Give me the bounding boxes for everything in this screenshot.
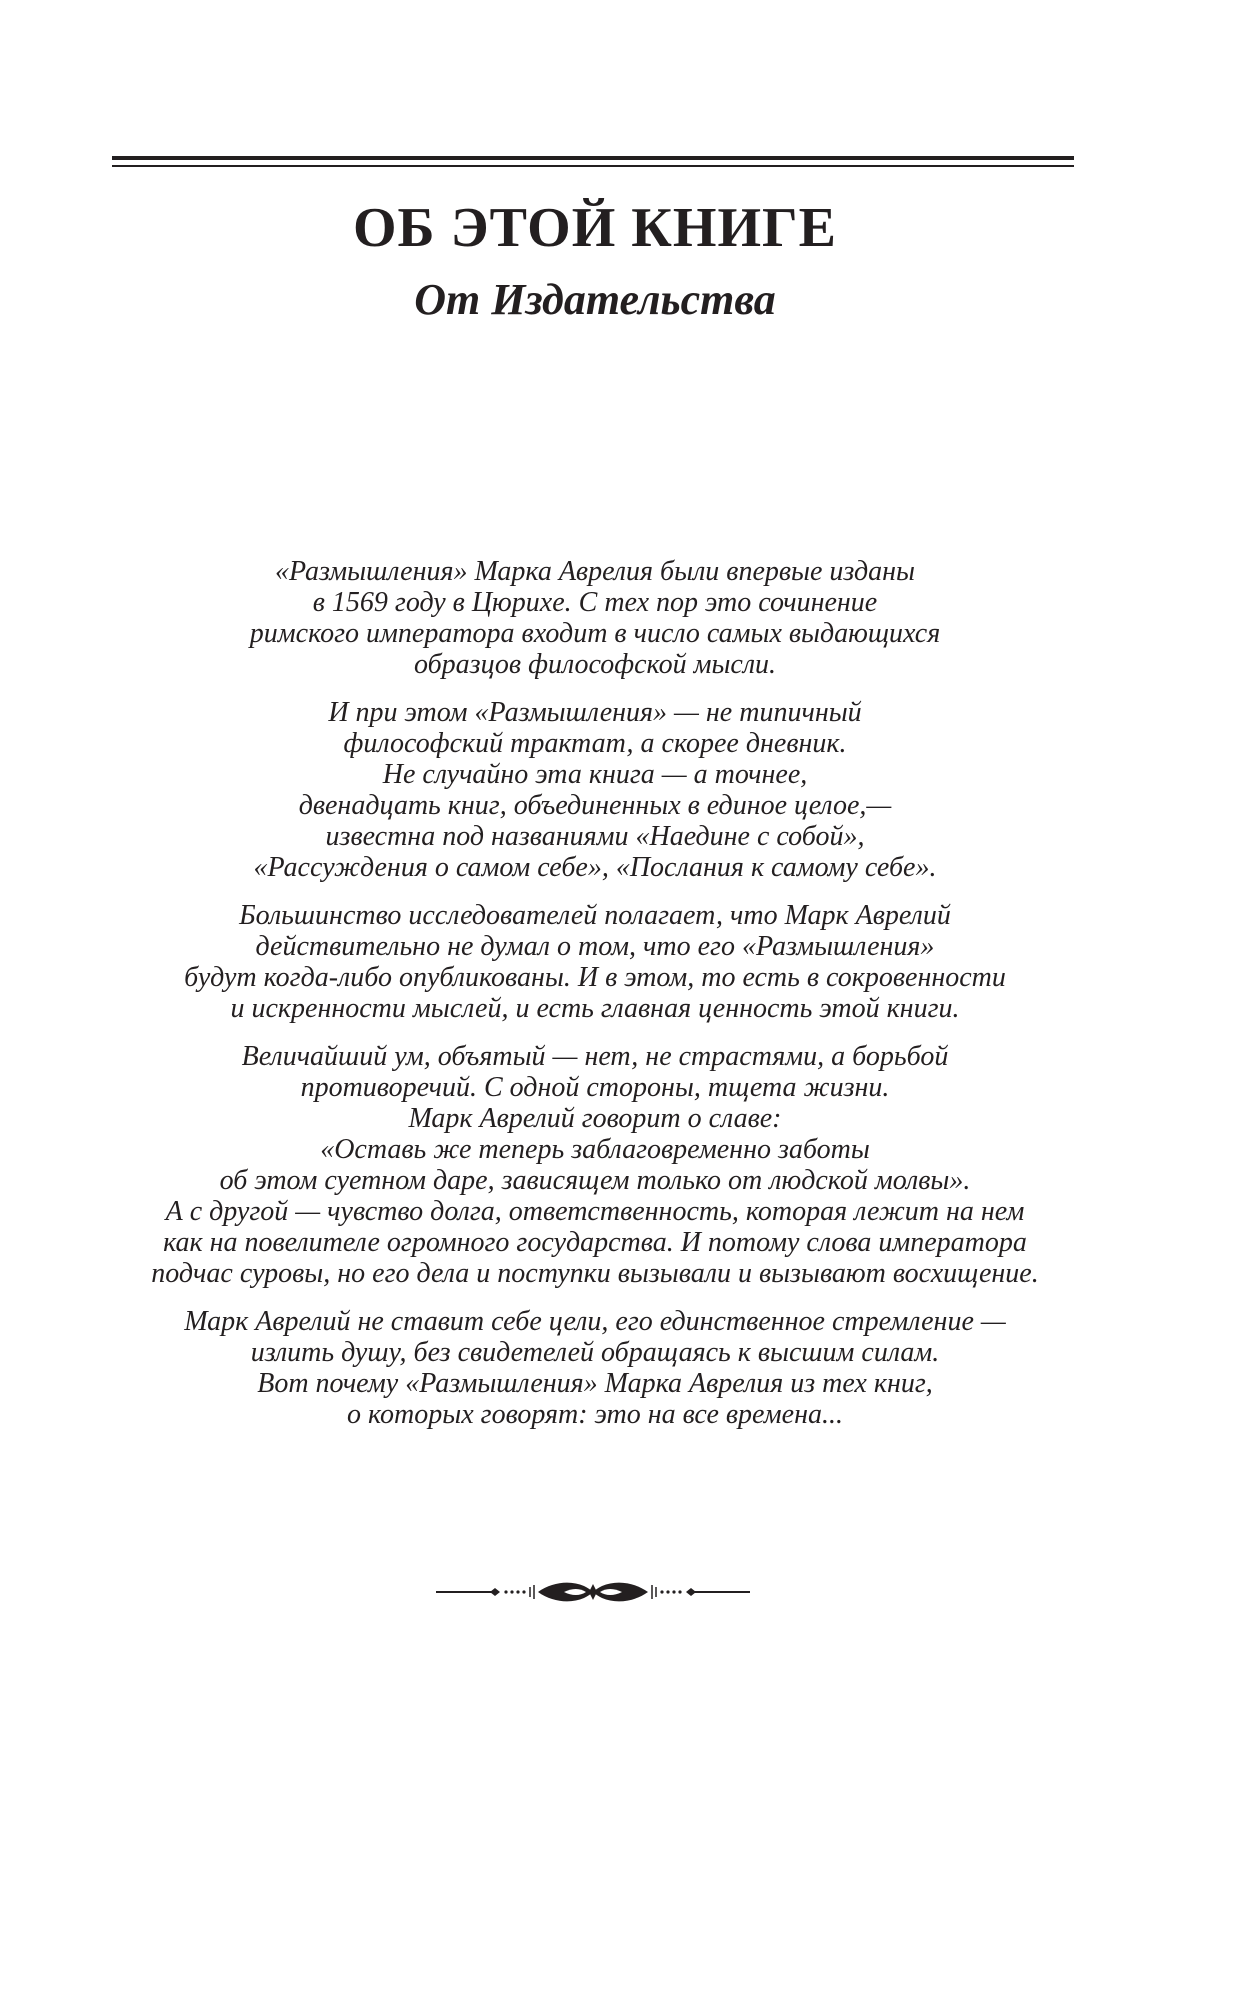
text-line: образцов философской мысли. [413, 649, 777, 680]
text-line: в 1569 году в Цюрихе. С тех пор это сочинение [312, 587, 878, 618]
page-title: ОБ ЭТОЙ КНИГЕ [353, 197, 837, 259]
text-line: «Рассуждения о самом себе», «Послания к самому себе». [253, 852, 937, 883]
text-line: об этом суетном даре, зависящем только от людской молвы». [219, 1165, 971, 1196]
paragraph-2 [100, 697, 1090, 883]
text-line: Марк Аврелий не ставит себе цели, его единственное стремление — [184, 1306, 1006, 1337]
text-line: Марк Аврелий говорит о славе: [408, 1103, 782, 1134]
text-line: И при этом «Размышления» — не типичный [328, 697, 862, 728]
page-subtitle: От Издательства [414, 275, 776, 324]
text-line: римского императора входит в число самых выдающихся [249, 618, 941, 649]
text-line: Большинство исследователей полагает, что Марк Аврелий [239, 900, 951, 931]
paragraph-3 [100, 900, 1090, 1024]
text-line: излить душу, без свидетелей обращаясь к высшим силам. [250, 1337, 940, 1368]
text-line: философский трактат, а скорее дневник. [343, 728, 847, 759]
text-line: А с другой — чувство долга, ответственность, которая лежит на нем [165, 1196, 1025, 1227]
paragraph-5 [100, 1306, 1090, 1430]
text-line: будут когда-либо опубликованы. И в этом, то есть в сокровенности [184, 962, 1006, 993]
text-line: известна под названиями «Наедине с собой», [325, 821, 865, 852]
flourish-divider-icon [434, 1572, 752, 1612]
header-rule-thick [112, 156, 1074, 160]
paragraph-1 [100, 556, 1090, 680]
text-line: и искренности мыслей, и есть главная ценность этой книги. [230, 993, 960, 1024]
text-line: «Оставь же теперь заблаговременно заботы [320, 1134, 870, 1165]
header-rule-thin [112, 165, 1074, 167]
text-line: как на повелителе огромного государства. И потому слова императора [163, 1227, 1027, 1258]
text-line: Величайший ум, объятый — нет, не страстями, а борьбой [241, 1041, 949, 1072]
text-line: противоречий. С одной стороны, тщета жизни. [300, 1072, 890, 1103]
text-line: Вот почему «Размышления» Марка Аврелия из тех книг, [257, 1368, 933, 1399]
body-text [100, 556, 1090, 1447]
text-line: действительно не думал о том, что его «Размышления» [255, 931, 935, 962]
text-line: Не случайно эта книга — а точнее, [382, 759, 808, 790]
text-line: о которых говорят: это на все времена... [347, 1399, 843, 1430]
paragraph-4 [100, 1041, 1090, 1289]
text-line: двенадцать книг, объединенных в единое целое,— [298, 790, 892, 821]
text-line: подчас суровы, но его дела и поступки вызывали и вызывают восхищение. [151, 1258, 1039, 1289]
text-line: «Размышления» Марка Аврелия были впервые изданы [275, 556, 915, 587]
